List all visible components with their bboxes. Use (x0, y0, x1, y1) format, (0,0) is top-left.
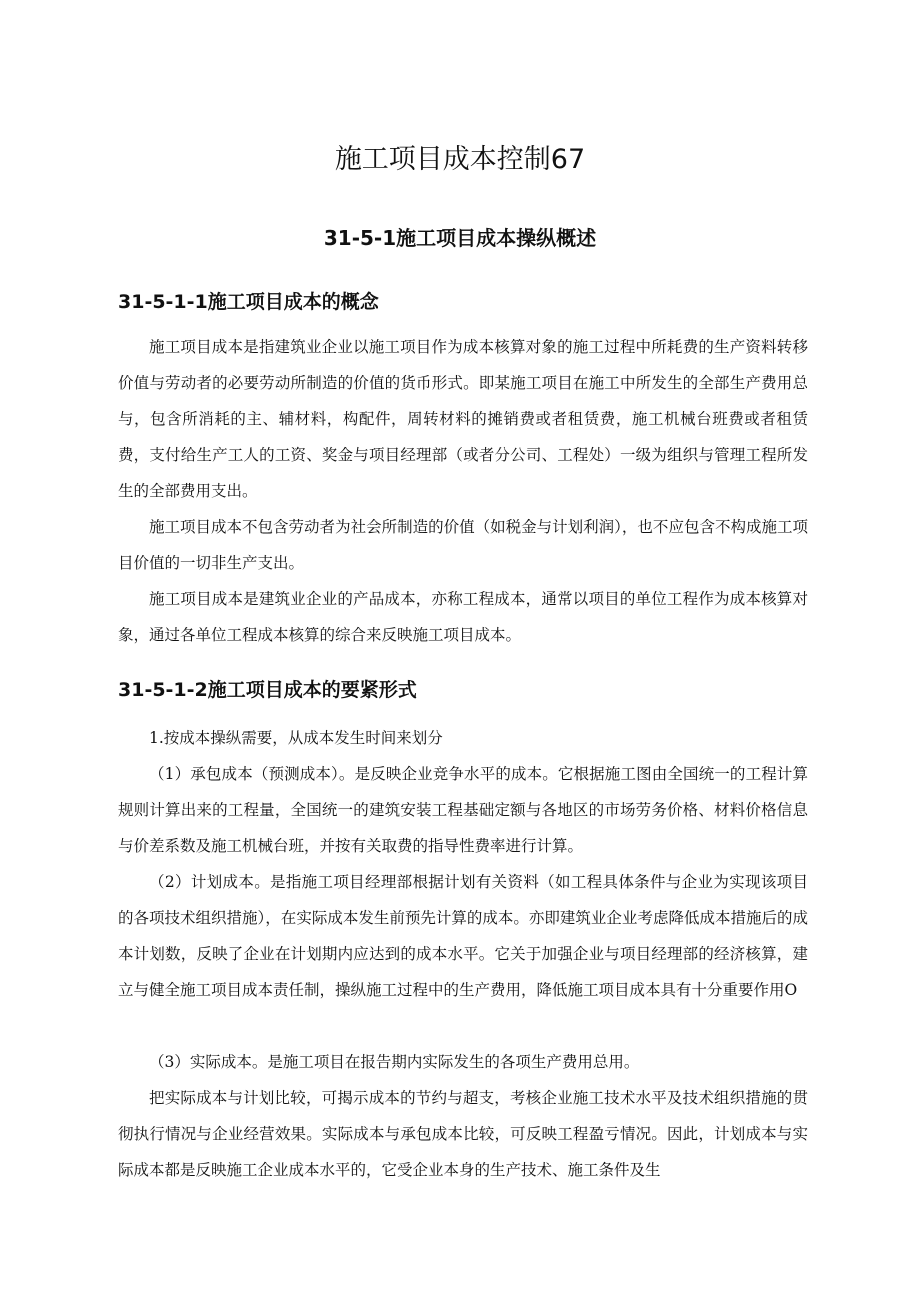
paragraph: 1.按成本操纵需要，从成本发生时间来划分 (149, 729, 443, 747)
paragraph: 施工项目成本是指建筑业企业以施工项目作为成本核算对象的施工过程中所耗费的生产资料转移价值与劳动者的必要劳动所制造的价值的货币形式。即某施工项目在施工中所发生的全部生产费用总与，包含所消耗的主、辅材料，构配件，周转材料的摊销费或者租赁费，施工机械台班费或者租赁费，支付给生产工人的工资、奖金与项目经理部（或者分公司、工程处）一级为组织与管理工程所发生的全部费用支出。 (118, 338, 808, 500)
paragraph: 把实际成本与计划比较，可揭示成本的节约与超支，考核企业施工技术水平及技术组织措施的贯彻执行情况与企业经营效果。实际成本与承包成本比较，可反映工程盈亏情况。因此，计划成本与实际成本都是反映施工企业成本水平的，它受企业本身的生产技术、施工条件及生 (118, 1089, 808, 1179)
paragraph: 施工项目成本是建筑业企业的产品成本，亦称工程成本，通常以项目的单位工程作为成本核算对象，通过各单位工程成本核算的综合来反映施工项目成本。 (118, 590, 808, 644)
paragraph: （2）计划成本。是指施工项目经理部根据计划有关资料（如工程具体条件与企业为实现该项目的各项技术组织措施），在实际成本发生前预先计算的成本。亦即建筑业企业考虑降低成本措施后的成本计划数，反映了企业在计划期内应达到的成本水平。它关于加强企业与项目经理部的经济核算，建立与健全施工项目成本责任制，操纵施工过程中的生产费用，降低施工项目成本具有十分重要作用O (118, 873, 808, 999)
section-heading: 31-5-1施工项目成本操纵概述 (323, 226, 597, 250)
paragraph: （1）承包成本（预测成本）。是反映企业竞争水平的成本。它根据施工图由全国统一的工程计算规则计算出来的工程量，全国统一的建筑安装工程基础定额与各地区的市场劳务价格、材料价格信息与价差系数及施工机械台班，并按有关取费的指导性费率进行计算。 (118, 765, 808, 855)
subsection-heading-concept: 31-5-1-1施工项目成本的概念 (118, 291, 379, 313)
paragraph: （3）实际成本。是施工项目在报告期内实际发生的各项生产费用总用。 (149, 1053, 640, 1071)
document-title: 施工项目成本控制67 (334, 144, 586, 175)
subsection-heading-forms: 31-5-1-2施工项目成本的要紧形式 (118, 679, 417, 701)
paragraph: 施工项目成本不包含劳动者为社会所制造的价值（如税金与计划利润），也不应包含不构成施工项目价值的一切非生产支出。 (118, 518, 808, 572)
